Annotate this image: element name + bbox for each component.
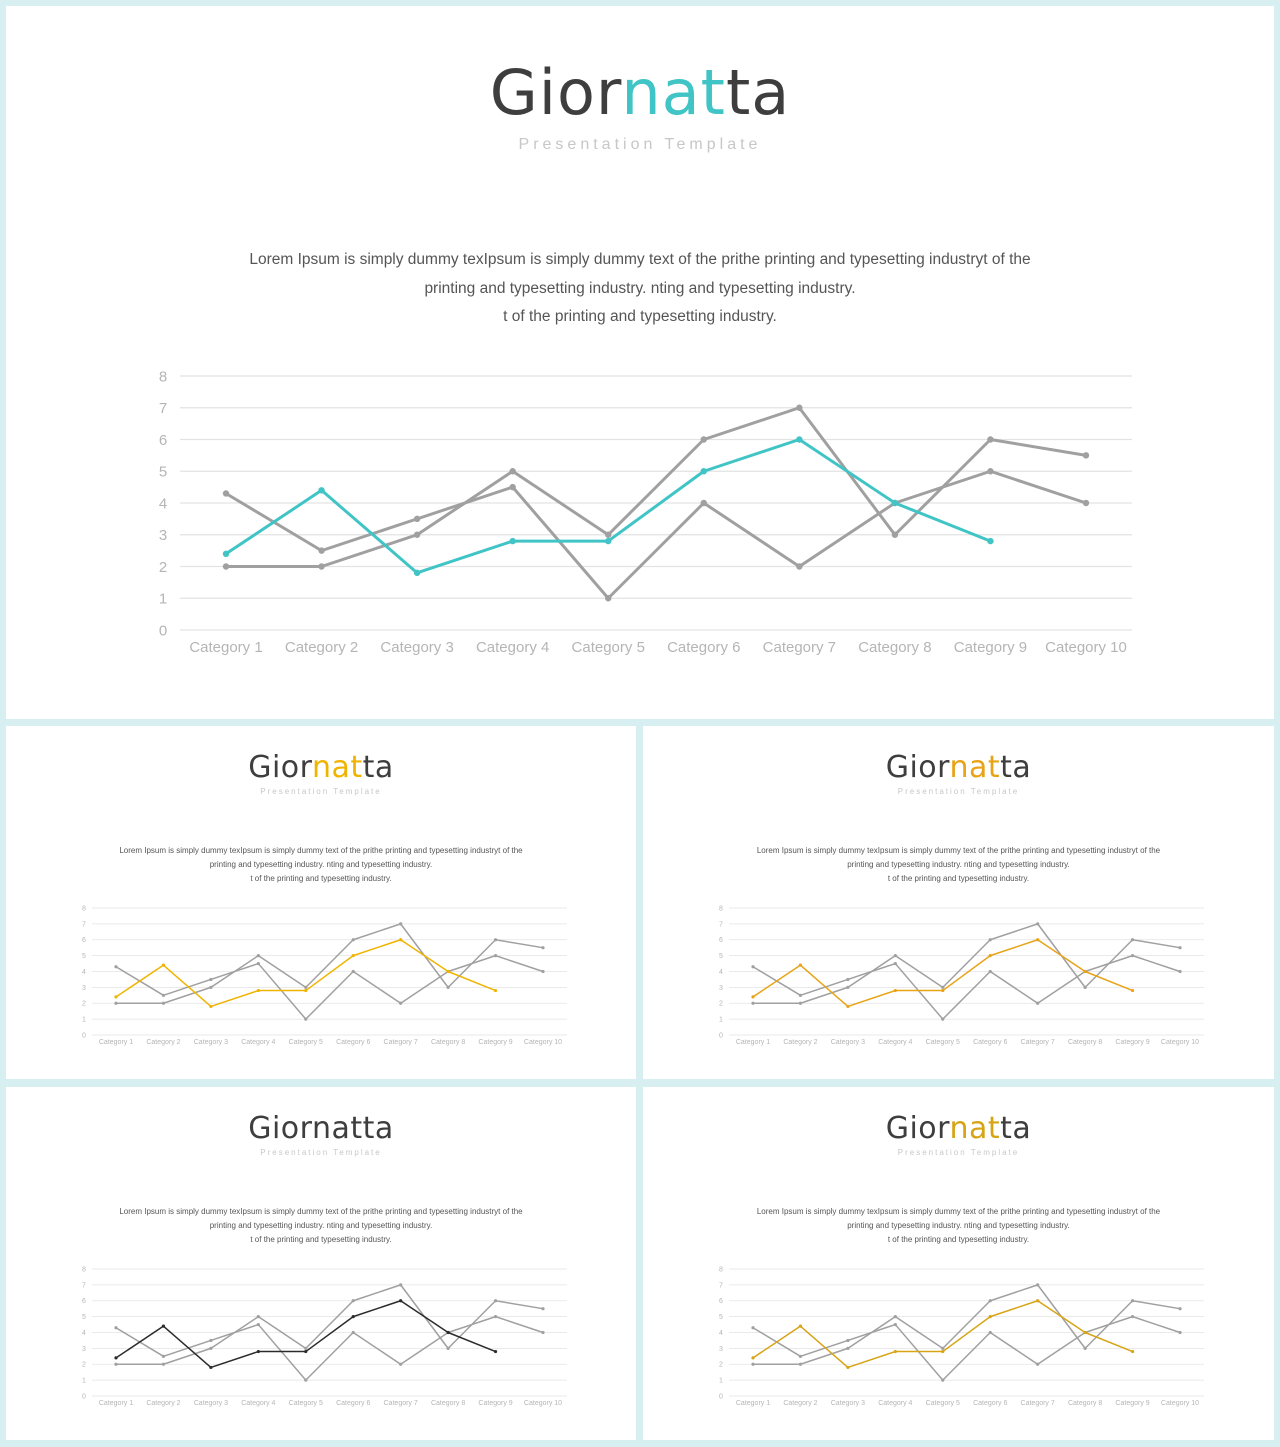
y-tick-label: 4 bbox=[82, 1329, 86, 1337]
series-line bbox=[753, 1301, 1133, 1368]
data-point bbox=[989, 1315, 992, 1318]
data-point bbox=[114, 1363, 117, 1366]
data-point bbox=[799, 1363, 802, 1366]
data-point bbox=[114, 1356, 117, 1359]
data-point bbox=[1036, 938, 1039, 941]
data-point bbox=[1084, 970, 1087, 973]
x-tick-label: Category 9 bbox=[1115, 1039, 1150, 1046]
x-tick-label: Category 1 bbox=[735, 1400, 771, 1407]
y-tick-label: 7 bbox=[158, 400, 168, 417]
body-line: printing and typesetting industry. nting and typesetting industry. bbox=[847, 860, 1070, 870]
data-point bbox=[894, 989, 897, 992]
x-tick-label: Category 5 bbox=[288, 1400, 323, 1407]
data-point bbox=[941, 989, 944, 992]
main-slide bbox=[6, 6, 1274, 719]
data-point bbox=[162, 1363, 165, 1366]
y-tick-label: 5 bbox=[82, 953, 86, 961]
data-point bbox=[1084, 1347, 1087, 1350]
x-tick-label: Category 2 bbox=[783, 1400, 818, 1407]
thumbnail-slide-3[interactable] bbox=[6, 1087, 636, 1440]
x-tick-label: Category 1 bbox=[189, 639, 263, 656]
data-point bbox=[796, 405, 802, 411]
x-tick-label: Category 1 bbox=[98, 1400, 134, 1407]
data-point bbox=[541, 1331, 544, 1334]
data-point bbox=[751, 965, 754, 968]
data-point bbox=[1178, 970, 1181, 973]
data-point bbox=[318, 487, 324, 493]
data-point bbox=[352, 970, 355, 973]
data-point bbox=[494, 989, 497, 992]
y-tick-label: 1 bbox=[719, 1016, 723, 1024]
thumbnail-slide-2[interactable] bbox=[643, 726, 1274, 1079]
data-point bbox=[846, 978, 849, 981]
data-point bbox=[399, 1363, 402, 1366]
y-tick-label: 8 bbox=[719, 905, 723, 913]
data-point bbox=[1178, 1331, 1181, 1334]
y-tick-label: 0 bbox=[82, 1393, 86, 1401]
x-tick-label: Category 4 bbox=[878, 1400, 913, 1407]
slide-subtitle: Presentation Template bbox=[897, 1148, 1020, 1157]
x-tick-label: Category 2 bbox=[146, 1400, 181, 1407]
y-tick-label: 7 bbox=[719, 921, 723, 929]
x-tick-label: Category 10 bbox=[1160, 1400, 1200, 1407]
x-tick-label: Category 8 bbox=[430, 1400, 466, 1407]
series-line bbox=[116, 1301, 496, 1368]
data-point bbox=[541, 1307, 544, 1310]
series-line bbox=[116, 1285, 543, 1364]
x-tick-label: Category 3 bbox=[380, 639, 454, 656]
body-line: printing and typesetting industry. nting and typesetting industry. bbox=[209, 1221, 433, 1231]
x-tick-label: Category 9 bbox=[953, 639, 1028, 656]
body-line: t of the printing and typesetting industry. bbox=[887, 1235, 1030, 1245]
data-point bbox=[414, 532, 420, 538]
x-tick-label: Category 9 bbox=[478, 1400, 513, 1407]
x-tick-label: Category 2 bbox=[146, 1039, 181, 1046]
body-line: t of the printing and typesetting industry. bbox=[250, 1235, 392, 1245]
data-point bbox=[304, 989, 307, 992]
y-tick-label: 3 bbox=[719, 1345, 723, 1353]
series-line bbox=[116, 924, 543, 1003]
data-point bbox=[846, 1339, 849, 1342]
data-point bbox=[751, 1002, 754, 1005]
x-tick-label: Category 7 bbox=[383, 1400, 418, 1407]
body-line: Lorem Ipsum is simply dummy texIpsum is simply dummy text of the prithe printing and typesetting industryt of the bbox=[119, 846, 523, 855]
data-point bbox=[799, 964, 802, 967]
slide-subtitle: Presentation Template bbox=[518, 136, 762, 153]
line-chart bbox=[643, 726, 1274, 1079]
title-part-accent: nat bbox=[949, 750, 1001, 785]
data-point bbox=[796, 563, 802, 569]
y-tick-label: 1 bbox=[158, 590, 168, 608]
data-point bbox=[414, 570, 420, 576]
x-tick-label: Category 5 bbox=[925, 1039, 960, 1046]
data-point bbox=[352, 1299, 355, 1302]
data-point bbox=[1131, 1299, 1134, 1302]
data-point bbox=[257, 1350, 260, 1353]
x-tick-label: Category 10 bbox=[523, 1039, 563, 1046]
data-point bbox=[114, 1002, 117, 1005]
data-point bbox=[304, 1350, 307, 1353]
series-line bbox=[226, 408, 1086, 567]
x-tick-label: Category 3 bbox=[830, 1400, 866, 1407]
data-point bbox=[1036, 1283, 1039, 1286]
x-tick-label: Category 8 bbox=[1067, 1400, 1103, 1407]
y-tick-label: 4 bbox=[719, 1329, 723, 1337]
data-point bbox=[701, 468, 707, 474]
data-point bbox=[1131, 1350, 1134, 1353]
data-point bbox=[846, 1366, 849, 1369]
title-part-accent: nat bbox=[311, 750, 363, 785]
data-point bbox=[894, 1315, 897, 1318]
series-line bbox=[226, 440, 990, 573]
data-point bbox=[1178, 1307, 1181, 1310]
data-point bbox=[223, 490, 229, 496]
y-tick-label: 1 bbox=[719, 1377, 723, 1385]
y-tick-label: 2 bbox=[719, 1361, 723, 1369]
data-point bbox=[162, 994, 165, 997]
data-point bbox=[1083, 500, 1089, 506]
data-point bbox=[751, 1326, 754, 1329]
y-tick-label: 4 bbox=[719, 968, 723, 976]
data-point bbox=[892, 532, 898, 538]
data-point bbox=[414, 516, 420, 522]
y-tick-label: 7 bbox=[82, 1282, 86, 1290]
data-point bbox=[989, 938, 992, 941]
data-point bbox=[447, 986, 450, 989]
data-point bbox=[352, 1315, 355, 1318]
data-point bbox=[1131, 1315, 1134, 1318]
y-tick-label: 6 bbox=[719, 937, 723, 945]
data-point bbox=[447, 970, 450, 973]
y-tick-label: 6 bbox=[719, 1298, 723, 1306]
y-tick-label: 4 bbox=[158, 495, 168, 513]
data-point bbox=[751, 1356, 754, 1359]
data-point bbox=[1178, 946, 1181, 949]
slide-subtitle: Presentation Template bbox=[897, 787, 1020, 796]
data-point bbox=[304, 1018, 307, 1021]
title-part-3: ta bbox=[362, 750, 394, 785]
series-line bbox=[753, 940, 1133, 1007]
data-point bbox=[257, 962, 260, 965]
body-line: t of the printing and typesetting industry. bbox=[887, 874, 1030, 884]
title-part-1: Gior bbox=[885, 750, 950, 785]
title-part-accent: nat bbox=[621, 56, 726, 129]
data-point bbox=[799, 1325, 802, 1328]
data-point bbox=[114, 995, 117, 998]
line-chart bbox=[6, 6, 1274, 719]
y-tick-label: 7 bbox=[82, 921, 86, 929]
data-point bbox=[846, 986, 849, 989]
data-point bbox=[494, 938, 497, 941]
data-point bbox=[114, 1326, 117, 1329]
y-tick-label: 4 bbox=[82, 968, 86, 976]
x-tick-label: Category 5 bbox=[925, 1400, 960, 1407]
title-part-1: Gior bbox=[489, 56, 622, 129]
y-tick-label: 7 bbox=[719, 1282, 723, 1290]
data-point bbox=[799, 1355, 802, 1358]
data-point bbox=[941, 1347, 944, 1350]
data-point bbox=[114, 965, 117, 968]
body-line: printing and typesetting industry. nting and typesetting industry. bbox=[209, 860, 433, 870]
data-point bbox=[941, 1350, 944, 1353]
x-tick-label: Category 7 bbox=[383, 1039, 418, 1046]
data-point bbox=[257, 989, 260, 992]
y-tick-label: 2 bbox=[719, 1000, 723, 1008]
data-point bbox=[894, 1323, 897, 1326]
title-part-accent: nat bbox=[311, 1111, 363, 1146]
x-tick-label: Category 10 bbox=[1160, 1039, 1200, 1046]
data-point bbox=[701, 500, 707, 506]
data-point bbox=[304, 1379, 307, 1382]
x-tick-label: Category 5 bbox=[571, 639, 645, 656]
data-point bbox=[1084, 1331, 1087, 1334]
y-tick-label: 2 bbox=[158, 558, 168, 576]
data-point bbox=[494, 1315, 497, 1318]
slide-subtitle: Presentation Template bbox=[260, 1148, 382, 1157]
data-point bbox=[209, 986, 212, 989]
data-point bbox=[399, 1283, 402, 1286]
x-tick-label: Category 6 bbox=[973, 1400, 1008, 1407]
x-tick-label: Category 2 bbox=[284, 639, 359, 656]
y-tick-label: 2 bbox=[82, 1000, 86, 1008]
x-tick-label: Category 5 bbox=[288, 1039, 323, 1046]
x-tick-label: Category 9 bbox=[1115, 1400, 1150, 1407]
data-point bbox=[941, 986, 944, 989]
data-point bbox=[799, 1002, 802, 1005]
x-tick-label: Category 4 bbox=[878, 1039, 913, 1046]
data-point bbox=[399, 938, 402, 941]
data-point bbox=[223, 551, 229, 557]
data-point bbox=[399, 1002, 402, 1005]
x-tick-label: Category 6 bbox=[667, 639, 741, 656]
data-point bbox=[1084, 986, 1087, 989]
data-point bbox=[846, 1347, 849, 1350]
data-point bbox=[209, 1339, 212, 1342]
data-point bbox=[701, 436, 707, 442]
data-point bbox=[987, 538, 993, 544]
data-point bbox=[352, 954, 355, 957]
y-tick-label: 5 bbox=[82, 1314, 86, 1322]
data-point bbox=[352, 1331, 355, 1334]
x-tick-label: Category 7 bbox=[1020, 1039, 1055, 1046]
y-tick-label: 5 bbox=[158, 463, 168, 481]
x-tick-label: Category 3 bbox=[830, 1039, 866, 1046]
data-point bbox=[605, 538, 611, 544]
x-tick-label: Category 7 bbox=[762, 639, 837, 656]
data-point bbox=[541, 946, 544, 949]
y-tick-label: 1 bbox=[82, 1377, 86, 1385]
data-point bbox=[509, 468, 515, 474]
data-point bbox=[209, 1366, 212, 1369]
data-point bbox=[605, 532, 611, 538]
data-point bbox=[846, 1005, 849, 1008]
data-point bbox=[1036, 1002, 1039, 1005]
y-tick-label: 3 bbox=[158, 527, 168, 544]
data-point bbox=[257, 1315, 260, 1318]
y-tick-label: 6 bbox=[82, 937, 86, 945]
x-tick-label: Category 6 bbox=[336, 1400, 371, 1407]
data-point bbox=[1131, 989, 1134, 992]
body-line: Lorem Ipsum is simply dummy texIpsum is simply dummy text of the prithe printing and typesetting industryt of the bbox=[119, 1207, 523, 1216]
title-part-1: Gior bbox=[248, 1111, 312, 1146]
data-point bbox=[304, 1347, 307, 1350]
y-tick-label: 0 bbox=[719, 1032, 723, 1040]
y-tick-label: 3 bbox=[82, 984, 86, 992]
y-tick-label: 5 bbox=[719, 1314, 723, 1322]
x-tick-label: Category 8 bbox=[1067, 1039, 1103, 1046]
body-line: Lorem Ipsum is simply dummy texIpsum is simply dummy text of the prithe printing and typesetting industryt of the bbox=[249, 251, 1031, 268]
data-point bbox=[989, 954, 992, 957]
body-line: Lorem Ipsum is simply dummy texIpsum is simply dummy text of the prithe printing and typesetting industryt of the bbox=[756, 846, 1161, 855]
data-point bbox=[352, 938, 355, 941]
data-point bbox=[209, 1347, 212, 1350]
title-part-1: Gior bbox=[885, 1111, 950, 1146]
data-point bbox=[1131, 954, 1134, 957]
data-point bbox=[304, 986, 307, 989]
data-point bbox=[494, 954, 497, 957]
data-point bbox=[1131, 938, 1134, 941]
title-part-3: ta bbox=[362, 1111, 394, 1146]
y-tick-label: 6 bbox=[158, 431, 168, 449]
thumbnail-slide-4[interactable] bbox=[643, 1087, 1274, 1440]
y-tick-label: 1 bbox=[82, 1016, 86, 1024]
data-point bbox=[605, 595, 611, 601]
data-point bbox=[509, 484, 515, 490]
data-point bbox=[941, 1018, 944, 1021]
thumbnail-slide-1[interactable] bbox=[6, 726, 636, 1079]
data-point bbox=[987, 436, 993, 442]
data-point bbox=[399, 1299, 402, 1302]
y-tick-label: 8 bbox=[158, 368, 168, 386]
data-point bbox=[989, 970, 992, 973]
data-point bbox=[1036, 1299, 1039, 1302]
data-point bbox=[494, 1350, 497, 1353]
data-point bbox=[223, 563, 229, 569]
data-point bbox=[162, 964, 165, 967]
data-point bbox=[751, 1363, 754, 1366]
data-point bbox=[257, 954, 260, 957]
y-tick-label: 3 bbox=[82, 1345, 86, 1353]
body-line: Lorem Ipsum is simply dummy texIpsum is simply dummy text of the prithe printing and typesetting industryt of the bbox=[756, 1207, 1161, 1216]
data-point bbox=[1036, 922, 1039, 925]
y-tick-label: 2 bbox=[82, 1361, 86, 1369]
title-part-accent: nat bbox=[949, 1111, 1001, 1146]
x-tick-label: Category 8 bbox=[430, 1039, 466, 1046]
data-point bbox=[257, 1323, 260, 1326]
data-point bbox=[209, 1005, 212, 1008]
x-tick-label: Category 7 bbox=[1020, 1400, 1055, 1407]
line-chart bbox=[6, 1087, 636, 1440]
data-point bbox=[987, 468, 993, 474]
y-tick-label: 8 bbox=[82, 1266, 86, 1274]
x-tick-label: Category 2 bbox=[783, 1039, 818, 1046]
data-point bbox=[541, 970, 544, 973]
x-tick-label: Category 1 bbox=[98, 1039, 134, 1046]
x-tick-label: Category 9 bbox=[478, 1039, 513, 1046]
series-line bbox=[753, 924, 1180, 1003]
data-point bbox=[1083, 452, 1089, 458]
data-point bbox=[162, 1355, 165, 1358]
body-line: printing and typesetting industry. nting and typesetting industry. bbox=[424, 279, 856, 297]
x-tick-label: Category 4 bbox=[241, 1400, 276, 1407]
data-point bbox=[894, 962, 897, 965]
x-tick-label: Category 4 bbox=[475, 639, 550, 656]
data-point bbox=[447, 1347, 450, 1350]
data-point bbox=[162, 1002, 165, 1005]
data-point bbox=[799, 994, 802, 997]
x-tick-label: Category 4 bbox=[241, 1039, 276, 1046]
title-part-1: Gior bbox=[248, 750, 312, 785]
data-point bbox=[399, 922, 402, 925]
x-tick-label: Category 3 bbox=[193, 1400, 229, 1407]
data-point bbox=[894, 1350, 897, 1353]
x-tick-label: Category 10 bbox=[523, 1400, 563, 1407]
data-point bbox=[447, 1331, 450, 1334]
line-chart bbox=[6, 726, 636, 1079]
y-tick-label: 8 bbox=[719, 1266, 723, 1274]
data-point bbox=[892, 500, 898, 506]
x-tick-label: Category 10 bbox=[1045, 639, 1127, 656]
data-point bbox=[989, 1331, 992, 1334]
data-point bbox=[796, 436, 802, 442]
y-tick-label: 0 bbox=[719, 1393, 723, 1401]
data-point bbox=[494, 1299, 497, 1302]
title-part-3: ta bbox=[1000, 750, 1032, 785]
body-line: t of the printing and typesetting industry. bbox=[250, 874, 392, 884]
y-tick-label: 0 bbox=[158, 622, 168, 640]
body-line: printing and typesetting industry. nting and typesetting industry. bbox=[847, 1221, 1070, 1231]
data-point bbox=[941, 1379, 944, 1382]
y-tick-label: 5 bbox=[719, 953, 723, 961]
y-tick-label: 8 bbox=[82, 905, 86, 913]
x-tick-label: Category 3 bbox=[193, 1039, 229, 1046]
data-point bbox=[751, 995, 754, 998]
data-point bbox=[318, 563, 324, 569]
data-point bbox=[1036, 1363, 1039, 1366]
series-line bbox=[116, 940, 496, 1007]
y-tick-label: 3 bbox=[719, 984, 723, 992]
data-point bbox=[989, 1299, 992, 1302]
slide-subtitle: Presentation Template bbox=[260, 787, 382, 796]
title-part-3: ta bbox=[725, 56, 791, 129]
data-point bbox=[894, 954, 897, 957]
x-tick-label: Category 6 bbox=[336, 1039, 371, 1046]
body-line: t of the printing and typesetting industry. bbox=[503, 308, 777, 325]
data-point bbox=[509, 538, 515, 544]
data-point bbox=[209, 978, 212, 981]
data-point bbox=[318, 547, 324, 553]
line-chart bbox=[643, 1087, 1274, 1440]
y-tick-label: 0 bbox=[82, 1032, 86, 1040]
title-part-3: ta bbox=[1000, 1111, 1032, 1146]
x-tick-label: Category 1 bbox=[735, 1039, 771, 1046]
x-tick-label: Category 6 bbox=[973, 1039, 1008, 1046]
series-line bbox=[753, 1285, 1180, 1364]
data-point bbox=[162, 1325, 165, 1328]
x-tick-label: Category 8 bbox=[858, 639, 932, 656]
y-tick-label: 6 bbox=[82, 1298, 86, 1306]
